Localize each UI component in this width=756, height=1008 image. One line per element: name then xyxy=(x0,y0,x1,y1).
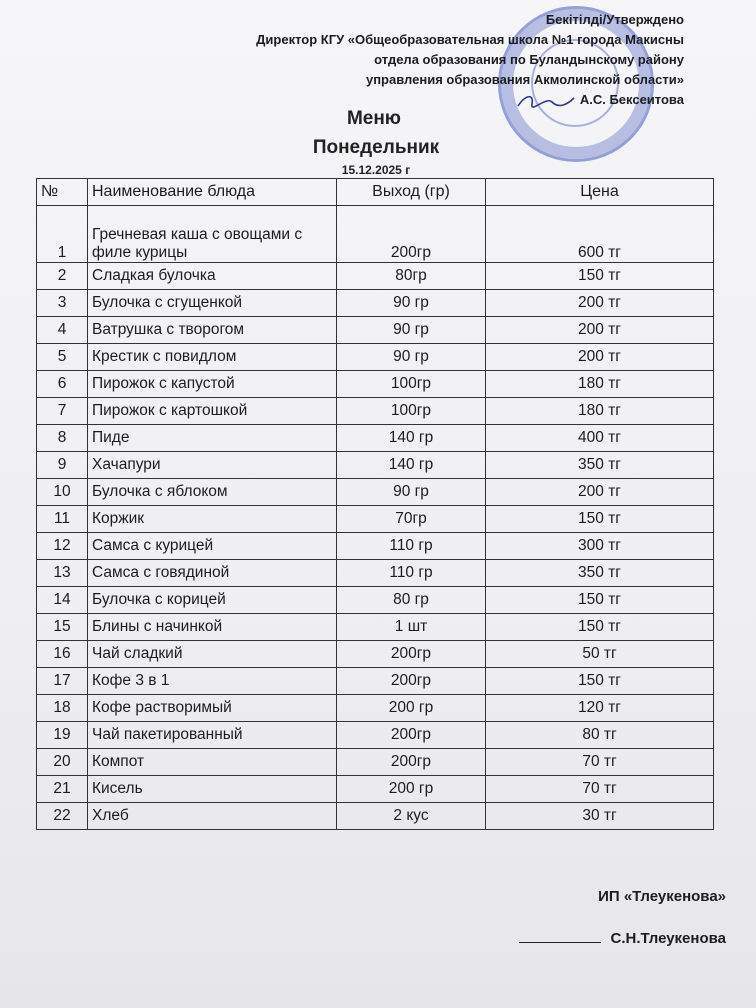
row-number: 15 xyxy=(37,614,88,641)
row-price: 120 тг xyxy=(486,695,714,722)
row-number: 12 xyxy=(37,533,88,560)
row-price: 600 тг xyxy=(486,206,714,263)
row-output: 90 гр xyxy=(337,479,486,506)
row-output: 80 гр xyxy=(337,587,486,614)
row-price: 200 тг xyxy=(486,290,714,317)
row-dish-name: Чай пакетированный xyxy=(88,722,337,749)
row-dish-name: Пирожок с картошкой xyxy=(88,398,337,425)
approval-line-1: Бекітілді/Утверждено xyxy=(545,12,684,27)
row-price: 80 тг xyxy=(486,722,714,749)
row-number: 10 xyxy=(37,479,88,506)
table-row xyxy=(37,344,714,371)
table-row xyxy=(37,749,714,776)
row-number: 13 xyxy=(37,560,88,587)
vendor-signer: С.Н.Тлеукенова xyxy=(610,930,726,947)
signature-mark xyxy=(516,92,576,110)
row-output: 200гр xyxy=(337,722,486,749)
date-label: 15.12.2025 г xyxy=(341,163,411,177)
table-row xyxy=(37,398,714,425)
row-number: 7 xyxy=(37,398,88,425)
row-number: 20 xyxy=(37,749,88,776)
row-dish-name: Булочка с сгущенкой xyxy=(88,290,337,317)
row-dish-name: Коржик xyxy=(88,506,337,533)
row-output: 90 гр xyxy=(337,344,486,371)
approval-line-5 xyxy=(164,90,684,110)
row-dish-name: Булочка с яблоком xyxy=(88,479,337,506)
table-row xyxy=(37,479,714,506)
row-price: 70 тг xyxy=(486,749,714,776)
row-dish-name: Пиде xyxy=(88,425,337,452)
row-price: 150 тг xyxy=(486,614,714,641)
table-row xyxy=(37,206,714,263)
row-price: 150 тг xyxy=(486,668,714,695)
row-dish-name: Самса с курицей xyxy=(88,533,337,560)
row-price: 70 тг xyxy=(486,776,714,803)
row-output: 1 шт xyxy=(337,614,486,641)
header-number: № xyxy=(37,179,88,206)
row-output: 140 гр xyxy=(337,425,486,452)
row-output: 200гр xyxy=(337,668,486,695)
row-number: 11 xyxy=(37,506,88,533)
row-price: 150 тг xyxy=(486,263,714,290)
row-dish-name: Блины с начинкой xyxy=(88,614,337,641)
row-number: 5 xyxy=(37,344,88,371)
approval-line-2: Директор КГУ «Общеобразовательная школа №1 города Макисны xyxy=(256,32,684,47)
table-row xyxy=(37,452,714,479)
table-row xyxy=(37,668,714,695)
approval-line-4: управления образования Акмолинской области» xyxy=(365,72,684,87)
row-output: 100гр xyxy=(337,398,486,425)
row-dish-name: Кофе растворимый xyxy=(88,695,337,722)
table-row xyxy=(37,533,714,560)
row-number: 17 xyxy=(37,668,88,695)
row-output: 70гр xyxy=(337,506,486,533)
table-row xyxy=(37,587,714,614)
row-number: 18 xyxy=(37,695,88,722)
table-row xyxy=(37,263,714,290)
row-price: 200 тг xyxy=(486,317,714,344)
header-price: Цена xyxy=(486,179,714,206)
table-row xyxy=(37,560,714,587)
row-output: 110 гр xyxy=(337,560,486,587)
row-number: 4 xyxy=(37,317,88,344)
row-number: 2 xyxy=(37,263,88,290)
row-output: 200 гр xyxy=(337,695,486,722)
row-dish-name: Пирожок с капустой xyxy=(88,371,337,398)
row-dish-name: Крестик с повидлом xyxy=(88,344,337,371)
row-dish-name: Компот xyxy=(88,749,337,776)
row-dish-name: Хачапури xyxy=(88,452,337,479)
row-price: 50 тг xyxy=(486,641,714,668)
menu-table xyxy=(36,178,714,830)
row-price: 30 тг xyxy=(486,803,714,830)
row-dish-name: Самса с говядиной xyxy=(88,560,337,587)
director-name: А.С. Бексеитова xyxy=(579,92,684,107)
day-title: Понедельник xyxy=(312,137,440,158)
row-price: 350 тг xyxy=(486,452,714,479)
row-number: 21 xyxy=(37,776,88,803)
table-row xyxy=(37,425,714,452)
row-number: 19 xyxy=(37,722,88,749)
row-number: 22 xyxy=(37,803,88,830)
menu-title: Меню xyxy=(346,108,402,129)
row-output: 110 гр xyxy=(337,533,486,560)
table-row xyxy=(37,695,714,722)
vendor-signature-line xyxy=(519,930,726,947)
table-header-row xyxy=(37,179,714,206)
approval-line-3: отдела образования по Буландынскому району xyxy=(374,52,684,67)
table-row xyxy=(37,614,714,641)
row-price: 180 тг xyxy=(486,398,714,425)
row-dish-name: Кофе 3 в 1 xyxy=(88,668,337,695)
row-number: 8 xyxy=(37,425,88,452)
header-dish-name: Наименование блюда xyxy=(88,179,337,206)
row-dish-name: Сладкая булочка xyxy=(88,263,337,290)
row-number: 3 xyxy=(37,290,88,317)
table-row xyxy=(37,506,714,533)
row-price: 350 тг xyxy=(486,560,714,587)
row-dish-name: Хлеб xyxy=(88,803,337,830)
row-price: 200 тг xyxy=(486,344,714,371)
table-row xyxy=(37,641,714,668)
table-row xyxy=(37,803,714,830)
row-price: 200 тг xyxy=(486,479,714,506)
row-output: 200 гр xyxy=(337,776,486,803)
row-output: 200гр xyxy=(337,206,486,263)
row-output: 200гр xyxy=(337,641,486,668)
row-number: 9 xyxy=(37,452,88,479)
table-row xyxy=(37,722,714,749)
row-dish-name: Чай сладкий xyxy=(88,641,337,668)
table-row xyxy=(37,371,714,398)
row-price: 150 тг xyxy=(486,587,714,614)
header-output: Выход (гр) xyxy=(337,179,486,206)
row-output: 90 гр xyxy=(337,290,486,317)
vendor-name: ИП «Тлеукенова» xyxy=(598,888,726,905)
row-price: 300 тг xyxy=(486,533,714,560)
row-dish-name: Булочка с корицей xyxy=(88,587,337,614)
row-output: 100гр xyxy=(337,371,486,398)
row-output: 200гр xyxy=(337,749,486,776)
row-price: 400 тг xyxy=(486,425,714,452)
row-output: 80гр xyxy=(337,263,486,290)
table-row xyxy=(37,776,714,803)
row-dish-name: Кисель xyxy=(88,776,337,803)
row-number: 1 xyxy=(37,206,88,263)
row-dish-name: Гречневая каша с овощами с филе курицы xyxy=(88,206,337,263)
approval-block xyxy=(164,10,684,110)
row-output: 90 гр xyxy=(337,317,486,344)
row-price: 150 тг xyxy=(486,506,714,533)
row-output: 2 кус xyxy=(337,803,486,830)
table-row xyxy=(37,290,714,317)
row-price: 180 тг xyxy=(486,371,714,398)
row-dish-name: Ватрушка с творогом xyxy=(88,317,337,344)
signature-underline xyxy=(519,942,601,943)
row-number: 14 xyxy=(37,587,88,614)
row-number: 16 xyxy=(37,641,88,668)
row-number: 6 xyxy=(37,371,88,398)
row-output: 140 гр xyxy=(337,452,486,479)
table-row xyxy=(37,317,714,344)
